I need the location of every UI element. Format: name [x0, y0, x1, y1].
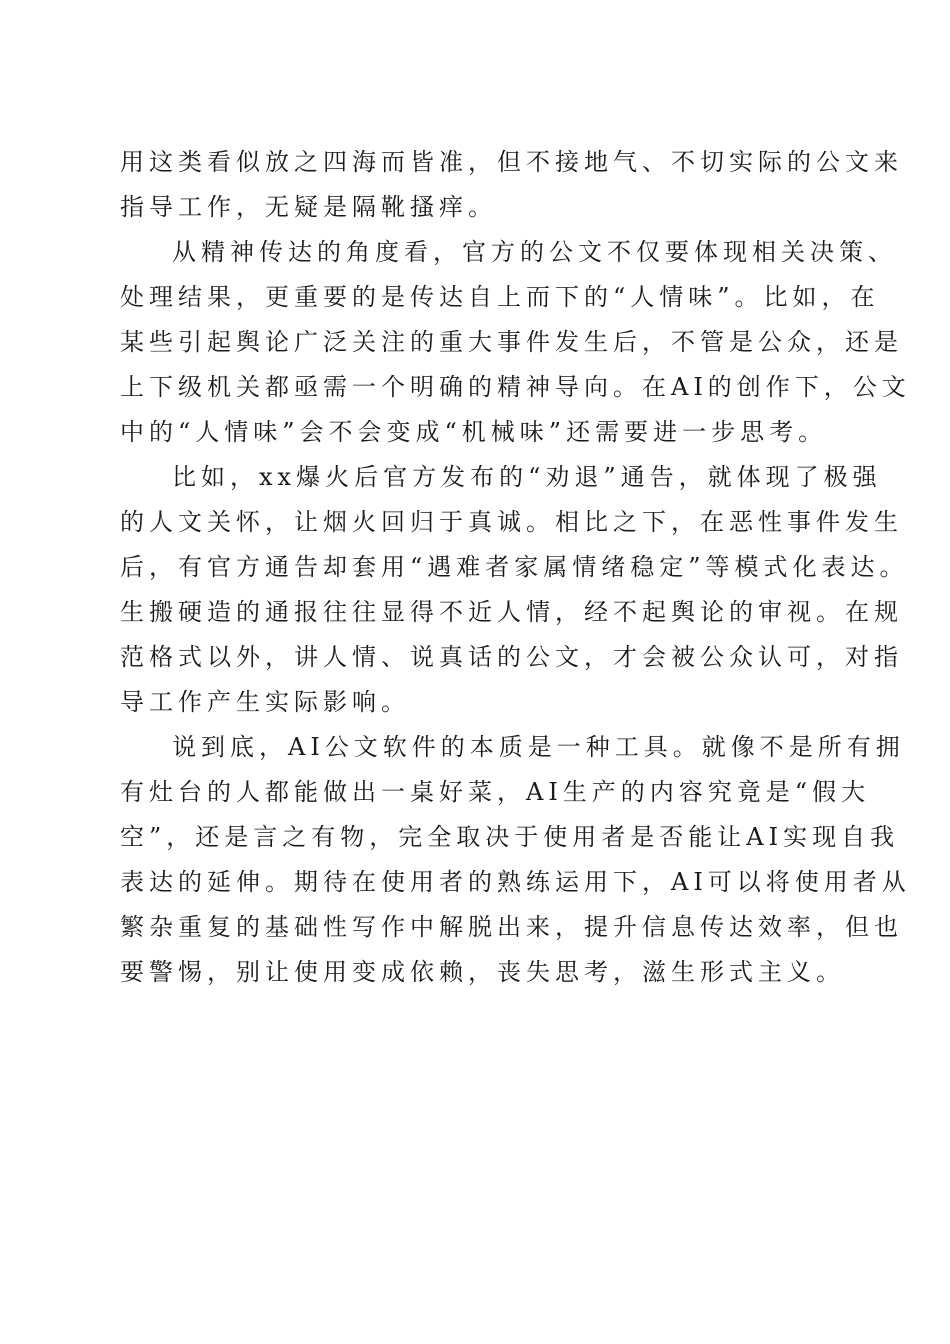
- text-line: 上下级机关都亟需一个明确的精神导向。在AI的创作下，公文: [120, 373, 911, 401]
- paragraph-start-line: 从精神传达的角度看，官方的公文不仅要体现相关决策、: [172, 238, 897, 266]
- paragraph-start-line: 比如，xx爆火后官方发布的“劝退”通告，就体现了极强: [172, 463, 882, 491]
- text-line: 处理结果，更重要的是传达自上而下的“人情味”。比如，在: [120, 283, 880, 311]
- text-line: 用这类看似放之四海而皆准，但不接地气、不切实际的公文来: [120, 148, 903, 176]
- text-line: 某些引起舆论广泛关注的重大事件发生后，不管是公众，还是: [120, 328, 903, 356]
- text-line: 有灶台的人都能做出一桌好菜，AI生产的内容究竟是“假大: [120, 778, 871, 806]
- text-line: 表达的延伸。期待在使用者的熟练运用下，AI可以将使用者从: [120, 868, 911, 896]
- text-line: 范格式以外，讲人情、说真话的公文，才会被公众认可，对指: [120, 643, 903, 671]
- text-line: 繁杂重复的基础性写作中解脱出来，提升信息传达效率，但也: [120, 913, 903, 941]
- text-line: 要警惕，别让使用变成依赖，丧失思考，滋生形式主义。: [120, 958, 845, 986]
- text-line: 的人文关怀，让烟火回归于真诚。相比之下，在恶性事件发生: [120, 508, 903, 536]
- text-line: 导工作产生实际影响。: [120, 688, 410, 716]
- paragraph-start-line: 说到底，AI公文软件的本质是一种工具。就像不是所有拥: [172, 733, 905, 761]
- text-line: 生搬硬造的通报往往显得不近人情，经不起舆论的审视。在规: [120, 598, 903, 626]
- text-line: 后，有官方通告却套用“遇难者家属情绪稳定”等模式化表达。: [120, 553, 909, 581]
- text-line: 空”，还是言之有物，完全取决于使用者是否能让AI实现自我: [120, 823, 900, 851]
- text-line: 中的“人情味”会不会变成“机械味”还需要进一步思考。: [120, 418, 828, 446]
- text-line: 指导工作，无疑是隔靴搔痒。: [120, 193, 497, 221]
- document-body: [120, 140, 911, 995]
